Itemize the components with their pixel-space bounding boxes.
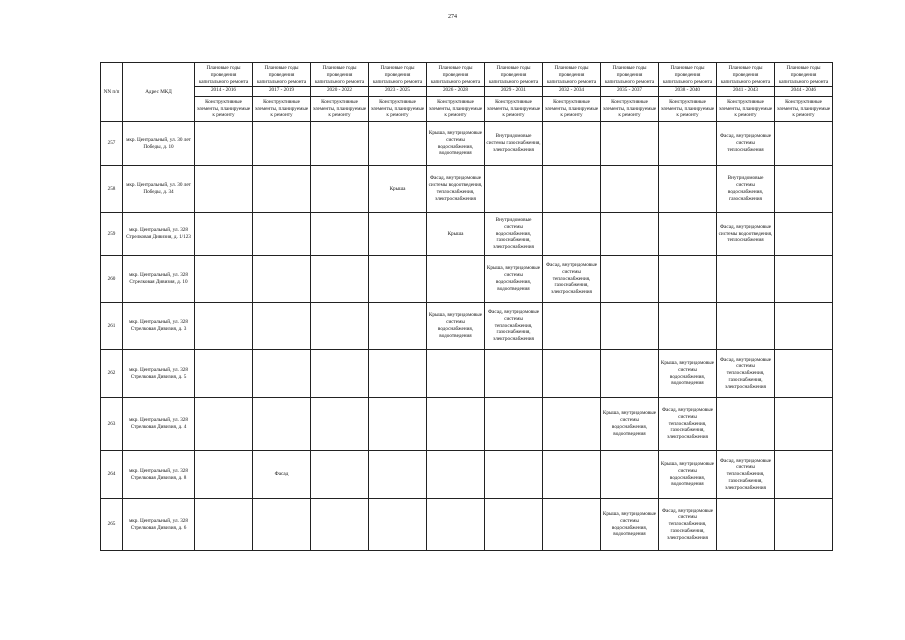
repair-elements-cell (253, 303, 311, 350)
header-period-range: 2032 - 2034 (543, 86, 600, 94)
repair-elements-cell (775, 256, 833, 303)
table-row (101, 213, 833, 256)
repair-elements-cell (195, 303, 253, 350)
repair-elements-cell (253, 499, 311, 551)
header-address: Адрес МКД (123, 63, 195, 122)
header-elements: Конструктивные элементы, планируемые к ремонту (253, 97, 311, 122)
header-num: NN п/п (101, 63, 123, 122)
repair-elements-cell: Фасад, внутридомовые системы теплоснабжения, газоснабжения, электроснабжения (485, 303, 543, 350)
row-address: мкр. Центральный, ул. 328 Стрелковая Дивизия, д. 1/123 (123, 213, 195, 256)
header-period-label: Плановые годы проведения капитального ремонта (372, 65, 423, 85)
header-period-label: Плановые годы проведения капитального ремонта (198, 65, 249, 85)
header-period (485, 63, 543, 97)
header-period-label: Плановые годы проведения капитального ремонта (256, 65, 307, 85)
repair-elements-cell (601, 213, 659, 256)
repair-elements-cell (253, 166, 311, 213)
repair-elements-cell: Крыша, внутридомовые системы водоснабжения, водоотведения (659, 350, 717, 398)
repair-elements-cell (543, 122, 601, 166)
row-address: мкр. Центральный, ул. 328 Стрелковая Дивизия, д. 4 (123, 398, 195, 451)
repair-elements-cell: Фасад, внутридомовые системы теплоснабжения, газоснабжения, электроснабжения (717, 451, 775, 499)
repair-elements-cell (195, 451, 253, 499)
header-period-range: 2017 - 2019 (253, 86, 310, 94)
header-period-range: 2029 - 2031 (485, 86, 542, 94)
header-period (427, 63, 485, 97)
repair-elements-cell (427, 350, 485, 398)
header-period-label: Плановые годы проведения капитального ремонта (546, 65, 597, 85)
row-address: мкр. Центральный, ул. 30 лет Победы, д. 34 (123, 166, 195, 213)
repair-elements-cell (717, 398, 775, 451)
repair-elements-cell (369, 398, 427, 451)
header-period-range: 2026 - 2028 (427, 86, 484, 94)
repair-elements-cell (775, 451, 833, 499)
repair-elements-cell (717, 499, 775, 551)
row-number: 264 (101, 451, 123, 499)
repair-elements-cell (195, 122, 253, 166)
repair-elements-cell: Внутридомовые системы водоснабжения, газоснабжения, электроснабжения (485, 213, 543, 256)
repair-elements-cell (253, 256, 311, 303)
repair-elements-cell: Фасад, внутридомовые системы водоотведения, теплоснабжения, электроснабжения (427, 166, 485, 213)
header-period (601, 63, 659, 97)
repair-elements-cell (543, 451, 601, 499)
row-number: 258 (101, 166, 123, 213)
repair-elements-cell (253, 122, 311, 166)
repair-elements-cell (253, 350, 311, 398)
repair-elements-cell: Крыша, внутридомовые системы водоснабжения, водоотведения (601, 499, 659, 551)
header-elements: Конструктивные элементы, планируемые к ремонту (311, 97, 369, 122)
repair-elements-cell (543, 213, 601, 256)
row-number: 257 (101, 122, 123, 166)
repair-elements-cell (427, 451, 485, 499)
header-elements: Конструктивные элементы, планируемые к ремонту (485, 97, 543, 122)
repair-elements-cell (717, 303, 775, 350)
repair-elements-cell (311, 499, 369, 551)
repair-elements-cell (369, 213, 427, 256)
table-row (101, 256, 833, 303)
repair-elements-cell: Фасад, внутридомовые системы теплоснабжения, газоснабжения, электроснабжения (543, 256, 601, 303)
repair-elements-cell (775, 398, 833, 451)
repair-elements-cell (717, 256, 775, 303)
repair-elements-cell: Крыша, внутридомовые системы водоснабжения, водоотведения (427, 122, 485, 166)
row-address: мкр. Центральный, ул. 328 Стрелковая Дивизия, д. 3 (123, 303, 195, 350)
repair-elements-cell (485, 350, 543, 398)
repair-elements-cell (311, 256, 369, 303)
repair-elements-cell (659, 303, 717, 350)
repair-elements-cell: Внутридомовые системы водоснабжения, газоснабжения (717, 166, 775, 213)
repair-elements-cell (427, 256, 485, 303)
header-elements: Конструктивные элементы, планируемые к ремонту (543, 97, 601, 122)
repair-elements-cell: Крыша, внутридомовые системы водоснабжения, водоотведения (659, 451, 717, 499)
header-elements: Конструктивные элементы, планируемые к ремонту (717, 97, 775, 122)
table-row (101, 166, 833, 213)
header-elements: Конструктивные элементы, планируемые к ремонту (195, 97, 253, 122)
table-row (101, 350, 833, 398)
repair-elements-cell (369, 350, 427, 398)
repair-elements-cell (659, 213, 717, 256)
table-row (101, 303, 833, 350)
header-period (195, 63, 253, 97)
repair-elements-cell (775, 166, 833, 213)
repair-elements-cell (659, 166, 717, 213)
repair-elements-cell: Фасад, внутридомовые системы теплоснабжения, газоснабжения, электроснабжения (659, 398, 717, 451)
header-period-range: 2014 - 2016 (195, 86, 252, 94)
header-period-range: 2038 - 2040 (659, 86, 716, 94)
repair-elements-cell: Фасад, внутридомовые системы теплоснабжения (717, 122, 775, 166)
repair-elements-cell (543, 350, 601, 398)
repair-elements-cell (369, 499, 427, 551)
header-period (775, 63, 833, 97)
repair-elements-cell (543, 499, 601, 551)
row-number: 265 (101, 499, 123, 551)
header-period-label: Плановые годы проведения капитального ремонта (662, 65, 713, 85)
repair-elements-cell (311, 350, 369, 398)
capital-repair-table (100, 62, 833, 551)
repair-elements-cell (659, 122, 717, 166)
repair-elements-cell (253, 213, 311, 256)
row-number: 263 (101, 398, 123, 451)
repair-elements-cell (427, 499, 485, 551)
table-row (101, 499, 833, 551)
header-period (543, 63, 601, 97)
repair-elements-cell (485, 499, 543, 551)
repair-elements-cell (195, 213, 253, 256)
header-period-range: 2020 - 2022 (311, 86, 368, 94)
repair-elements-cell (543, 166, 601, 213)
table-row (101, 122, 833, 166)
header-elements: Конструктивные элементы, планируемые к ремонту (601, 97, 659, 122)
repair-elements-cell (601, 350, 659, 398)
header-period-label: Плановые годы проведения капитального ремонта (430, 65, 481, 85)
repair-elements-cell (369, 451, 427, 499)
repair-elements-cell (195, 256, 253, 303)
repair-elements-cell (543, 303, 601, 350)
repair-elements-cell: Крыша, внутридомовые системы водоснабжения, водоотведения (427, 303, 485, 350)
repair-elements-cell (311, 166, 369, 213)
row-address: мкр. Центральный, ул. 30 лет Победы, д. 10 (123, 122, 195, 166)
header-elements: Конструктивные элементы, планируемые к ремонту (427, 97, 485, 122)
repair-elements-cell (195, 398, 253, 451)
row-number: 260 (101, 256, 123, 303)
row-address: мкр. Центральный, ул. 328 Стрелковая Дивизия, д. 6 (123, 499, 195, 551)
header-period-label: Плановые годы проведения капитального ремонта (778, 65, 829, 85)
repair-elements-cell (195, 499, 253, 551)
repair-elements-cell: Крыша (369, 166, 427, 213)
repair-elements-cell (311, 213, 369, 256)
row-address: мкр. Центральный, ул. 328 Стрелковая Дивизия, д. 8 (123, 451, 195, 499)
repair-elements-cell (601, 451, 659, 499)
repair-elements-cell (195, 350, 253, 398)
page-number: 274 (448, 14, 457, 20)
repair-elements-cell: Фасад, внутридомовые системы теплоснабжения, газоснабжения, электроснабжения (717, 350, 775, 398)
header-period-range: 2044 - 2046 (775, 86, 832, 94)
repair-elements-cell (195, 166, 253, 213)
table-row (101, 398, 833, 451)
repair-elements-cell (311, 122, 369, 166)
header-period-label: Плановые годы проведения капитального ремонта (604, 65, 655, 85)
repair-elements-cell: Крыша, внутридомовые системы водоснабжения, водоотведения (601, 398, 659, 451)
repair-elements-cell (485, 451, 543, 499)
repair-elements-cell (601, 166, 659, 213)
repair-elements-cell (775, 350, 833, 398)
repair-elements-cell (369, 303, 427, 350)
row-number: 259 (101, 213, 123, 256)
repair-elements-cell (601, 256, 659, 303)
repair-elements-cell (775, 499, 833, 551)
repair-elements-cell (427, 398, 485, 451)
header-elements: Конструктивные элементы, планируемые к ремонту (775, 97, 833, 122)
repair-elements-cell (775, 303, 833, 350)
repair-elements-cell (369, 122, 427, 166)
repair-elements-cell (543, 398, 601, 451)
header-period-range: 2041 - 2043 (717, 86, 774, 94)
header-period-range: 2023 - 2025 (369, 86, 426, 94)
header-period (659, 63, 717, 97)
repair-elements-cell (485, 398, 543, 451)
repair-elements-cell: Фасад, внутридомовые системы водоотведения, теплоснабжения (717, 213, 775, 256)
repair-elements-cell (775, 122, 833, 166)
repair-elements-cell (311, 303, 369, 350)
row-address: мкр. Центральный, ул. 328 Стрелковая Дивизия, д. 5 (123, 350, 195, 398)
repair-elements-cell (311, 451, 369, 499)
repair-elements-cell: Крыша (427, 213, 485, 256)
header-period-label: Плановые годы проведения капитального ремонта (314, 65, 365, 85)
repair-elements-cell: Фасад, внутридомовые системы теплоснабжения, газоснабжения, электроснабжения (659, 499, 717, 551)
repair-elements-cell (311, 398, 369, 451)
header-period-range: 2035 - 2037 (601, 86, 658, 94)
repair-elements-cell (775, 213, 833, 256)
header-elements: Конструктивные элементы, планируемые к ремонту (369, 97, 427, 122)
table-row (101, 451, 833, 499)
header-period (369, 63, 427, 97)
repair-elements-cell: Внутридомовые системы газоснабжения, электроснабжения (485, 122, 543, 166)
header-period-label: Плановые годы проведения капитального ремонта (488, 65, 539, 85)
header-period-label: Плановые годы проведения капитального ремонта (720, 65, 771, 85)
repair-elements-cell: Фасад (253, 451, 311, 499)
header-elements: Конструктивные элементы, планируемые к ремонту (659, 97, 717, 122)
repair-elements-cell (659, 256, 717, 303)
row-number: 261 (101, 303, 123, 350)
repair-elements-cell (485, 166, 543, 213)
row-number: 262 (101, 350, 123, 398)
repair-elements-cell (253, 398, 311, 451)
header-period (253, 63, 311, 97)
header-period (311, 63, 369, 97)
row-address: мкр. Центральный, ул. 328 Стрелковая Дивизия, д. 10 (123, 256, 195, 303)
header-period (717, 63, 775, 97)
repair-elements-cell (601, 122, 659, 166)
repair-elements-cell (369, 256, 427, 303)
repair-elements-cell (601, 303, 659, 350)
repair-elements-cell: Крыша, внутридомовые системы водоснабжения, водоотведения (485, 256, 543, 303)
